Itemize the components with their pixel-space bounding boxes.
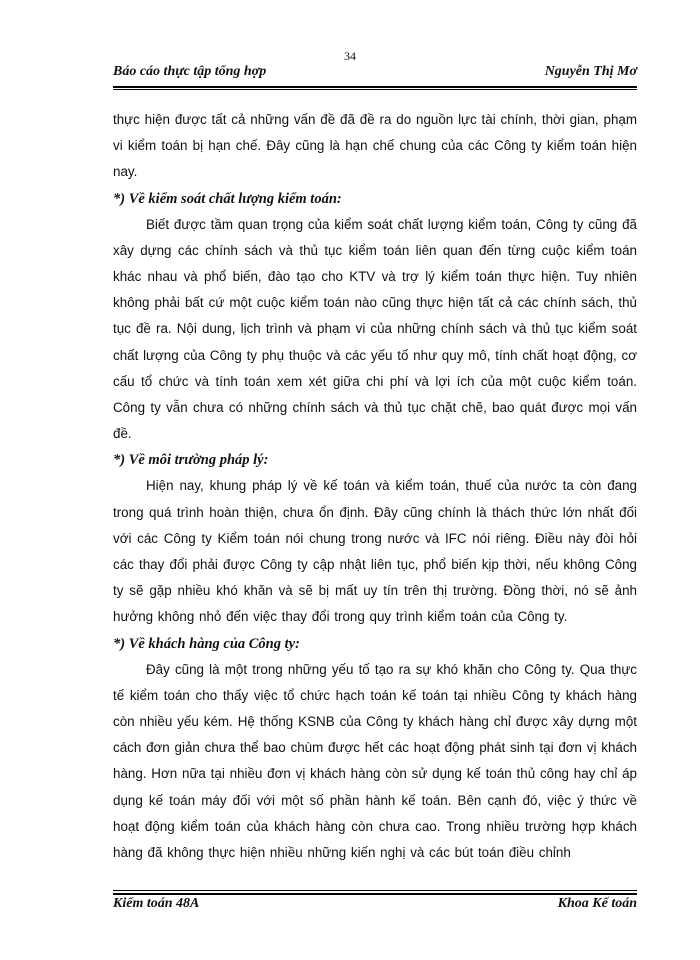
section-heading-clients: *) Về khách hàng của Công ty: bbox=[113, 635, 300, 652]
paragraph-quality-control: Biết được tầm quan trọng của kiểm soát chất lượng kiểm toán, Công ty cũng đã xây dựng các chính sách và thủ tục kiểm toán liên quan đến từng cuộc kiểm toán khác nhau và phổ biến, đào tạo cho KTV và trợ lý kiểm toán thực hiện. Tuy nhiên không phải bất cứ một cuộc kiểm toán nào cũng thực hiện tất cả các chính sách, thủ tục đề ra. Nội dung, lịch trình và phạm vi của những chính sách và thủ tục kiểm soát chất lượng của Công ty phụ thuộc và các yếu tố như quy mô, tính chất hoạt động, cơ cấu tổ chức và tính toán xem xét giữa chi phí và lợi ích của một cuộc kiểm toán. Công ty vẫn chưa có những chính sách và thủ tục chặt chẽ, bao quát được mọi vấn đề. bbox=[113, 216, 637, 442]
page-body bbox=[113, 107, 637, 866]
header-title: Báo cáo thực tập tổng hợp bbox=[113, 64, 267, 79]
page-footer bbox=[113, 896, 637, 916]
section-heading-legal-environment: *) Về môi trường pháp lý: bbox=[113, 452, 269, 469]
footer-rule-thin bbox=[113, 890, 637, 891]
footer-faculty: Khoa Kế toán bbox=[557, 896, 637, 911]
page-number: 34 bbox=[344, 49, 356, 63]
paragraph-legal-environment: Hiện nay, khung pháp lý về kế toán và kiểm toán, thuế của nước ta còn đang trong quá trình hoàn thiện, chưa ổn định. Đây cũng chính là thách thức lớn nhất đối với các Công ty Kiểm toán nói chung trong nước và IFC nói riêng. Điều này đòi hỏi các thay đổi phải được Công ty cập nhật liên tục, phổ biến kịp thời, nếu không Công ty sẽ gặp nhiều khó khăn và sẽ bị mất uy tín trên thị trường. Đồng thời, nó sẽ ảnh hưởng không nhỏ đến việc thay đổi trong quy trình kiểm toán của Công ty. bbox=[113, 478, 637, 625]
footer-rule bbox=[113, 893, 637, 895]
footer-class: Kiểm toán 48A bbox=[113, 896, 200, 911]
header-rule-thin bbox=[113, 89, 637, 90]
paragraph-continuation: thực hiện được tất cả những vấn đề đã đề ra do nguồn lực tài chính, thời gian, phạm vi kiểm toán bị hạn chế. Đây cũng là hạn chế chung của các Công ty kiểm toán hiện nay. bbox=[113, 112, 637, 180]
header-rule bbox=[113, 86, 637, 88]
page-header bbox=[113, 64, 637, 84]
section-heading-quality-control: *) Về kiểm soát chất lượng kiểm toán: bbox=[113, 190, 342, 207]
header-author: Nguyễn Thị Mơ bbox=[544, 64, 637, 79]
paragraph-clients: Đây cũng là một trong những yếu tố tạo ra sự khó khăn cho Công ty. Qua thực tế kiểm toán cho thấy việc tổ chức hạch toán kế toán tại nhiều Công ty khách hàng còn nhiều yếu kém. Hệ thống KSNB của Công ty khách hàng chỉ được xây dựng một cách đơn giản chưa thể bao chùm được hết các hoạt động phát sinh tại đơn vị khách hàng. Hơn nữa tại nhiều đơn vị khách hàng còn sử dụng kế toán thủ công hay chỉ áp dụng kế toán máy đối với một số phần hành kế toán. Bên cạnh đó, việc ý thức về hoạt động kiểm toán của khách hàng còn chưa cao. Trong nhiều trường hợp khách hàng đã không thực hiện nhiều những kiến nghị và các bút toán điều chỉnh bbox=[113, 661, 637, 861]
